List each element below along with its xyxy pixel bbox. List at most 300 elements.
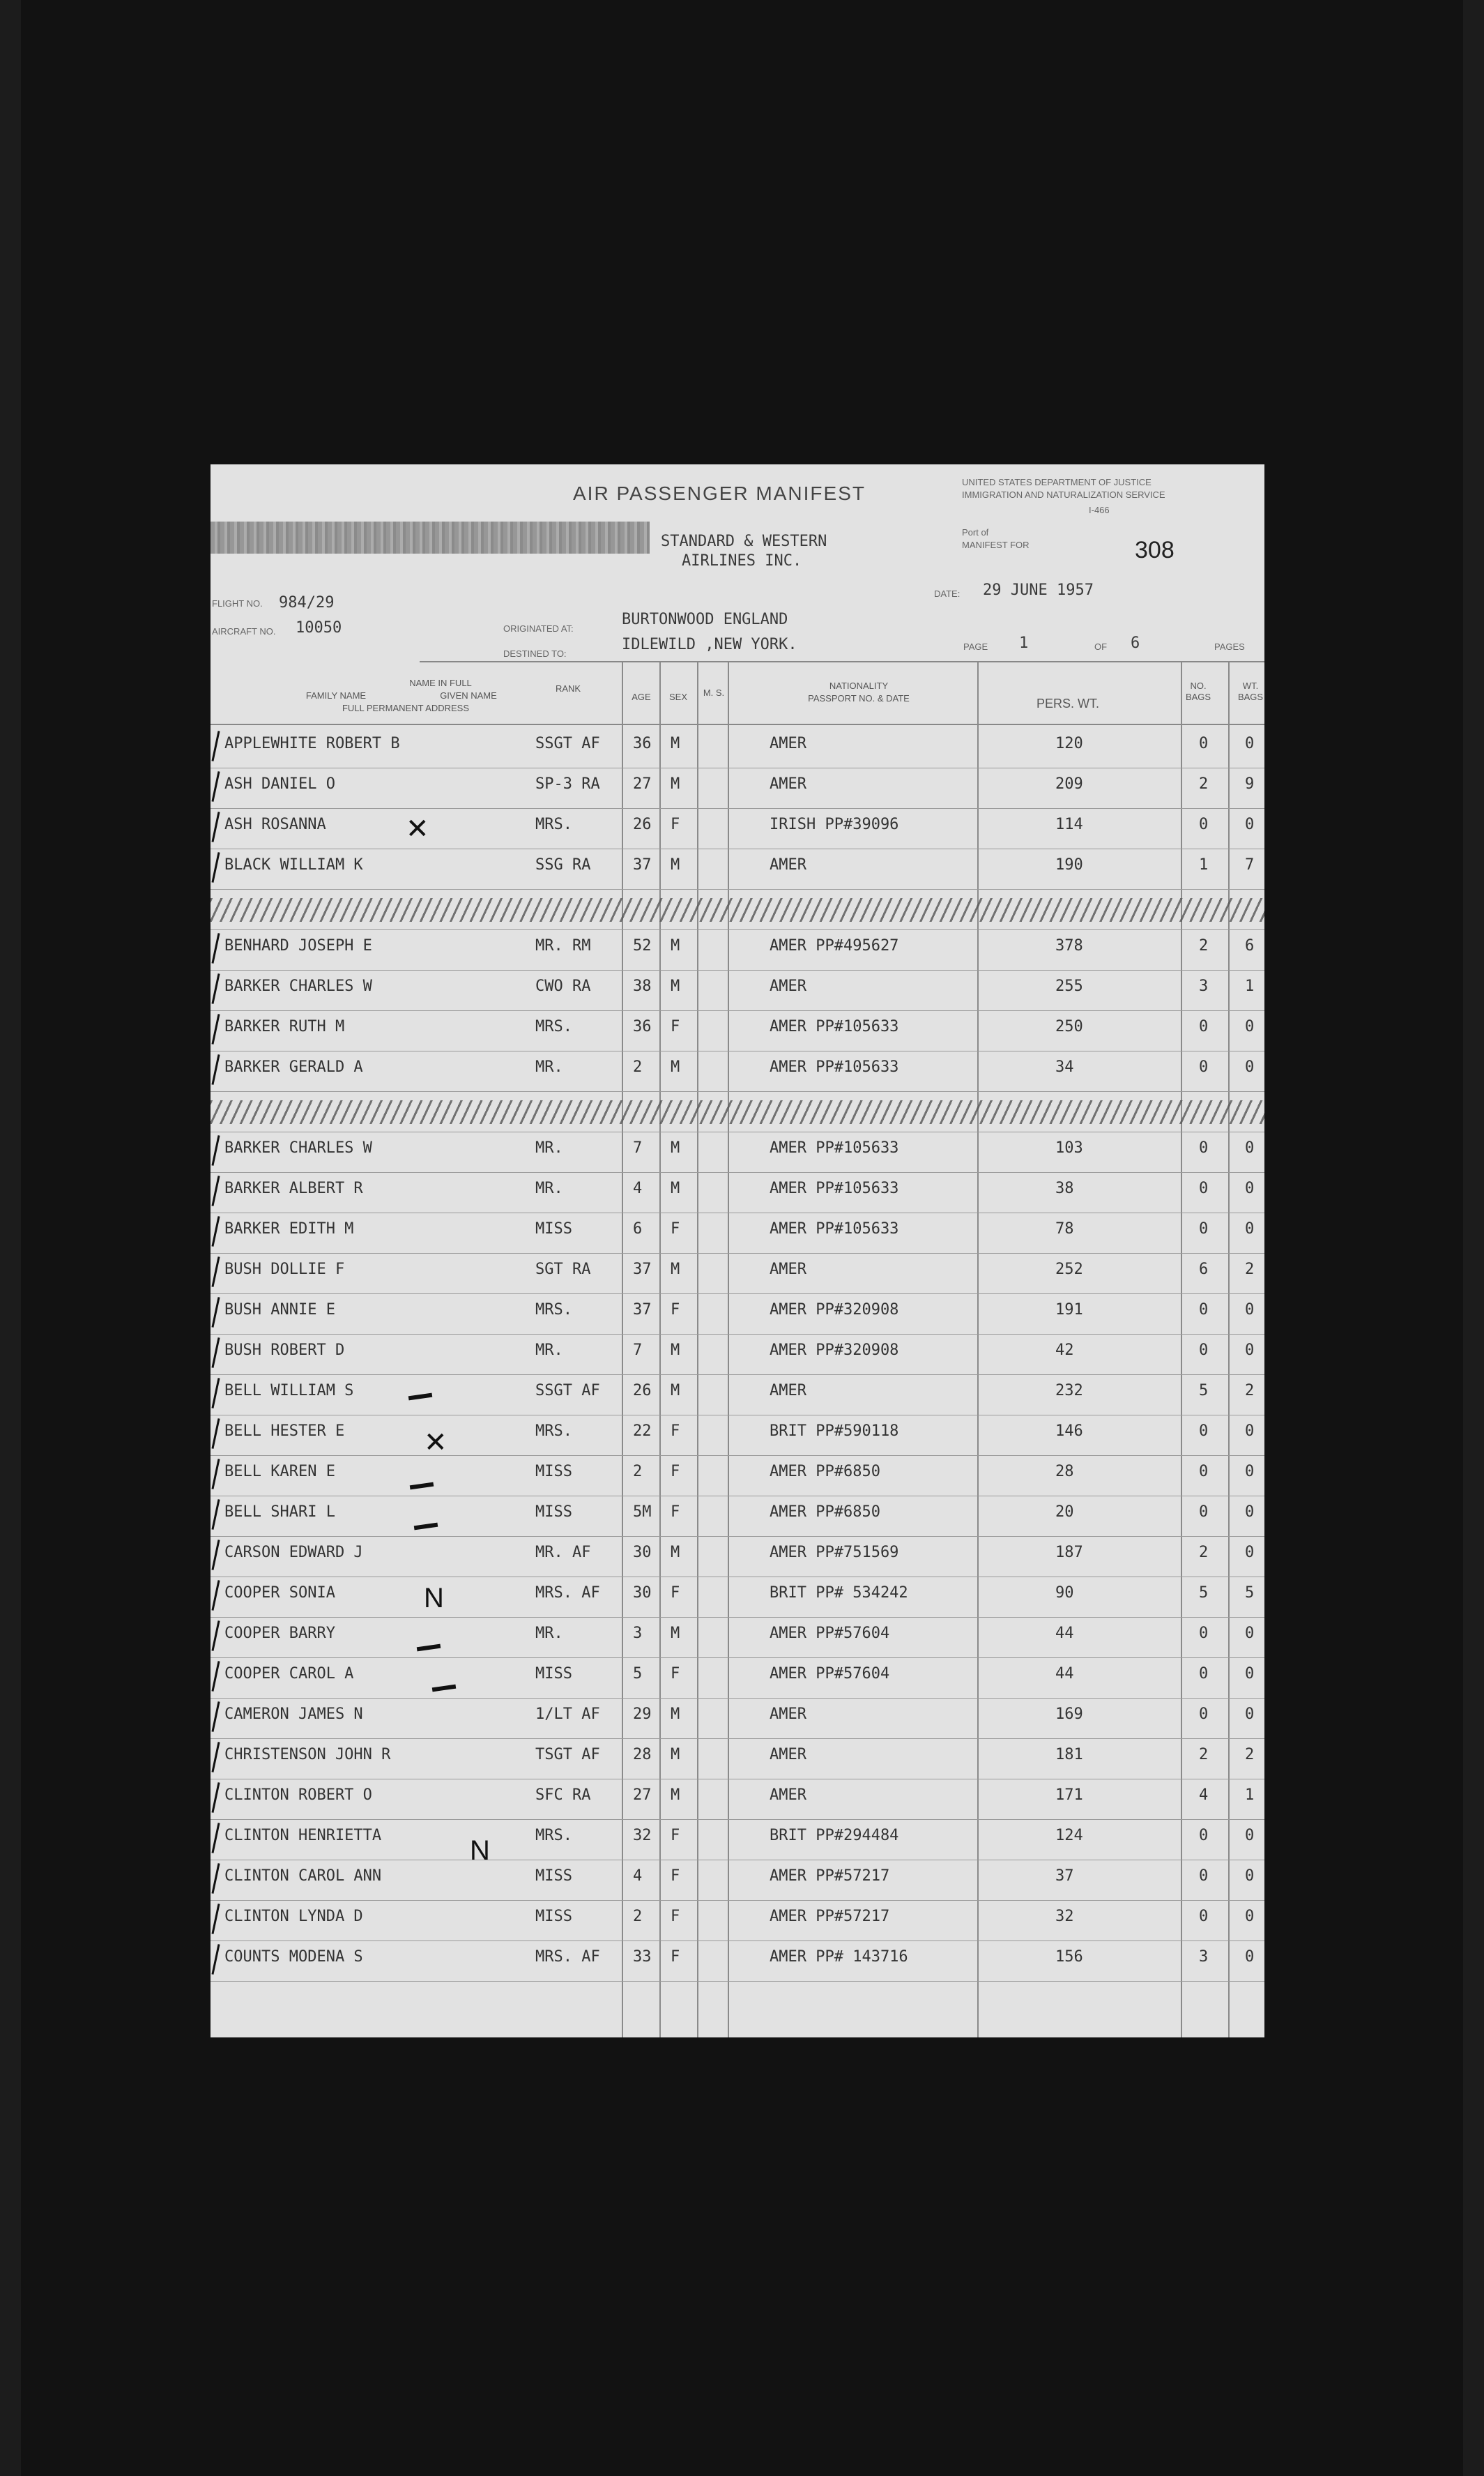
cell-sex: M xyxy=(671,1625,680,1642)
cell-age: 38 xyxy=(633,978,652,995)
cell-bags: 0 xyxy=(1199,1827,1209,1844)
cell-sex: M xyxy=(671,1786,680,1804)
cell-bags: 6 xyxy=(1199,1261,1209,1278)
cell-age: 4 xyxy=(633,1867,643,1885)
cell-name: ASH ROSANNA xyxy=(224,816,326,833)
cell-rank: MRS. xyxy=(535,816,572,833)
cell-nat: AMER xyxy=(770,775,806,793)
cell-sex: F xyxy=(671,1018,680,1035)
cell-nat: AMER xyxy=(770,1706,806,1723)
cell-name: CARSON EDWARD J xyxy=(224,1544,363,1561)
cell-bags: 0 xyxy=(1199,1625,1209,1642)
flight-value: 984/29 xyxy=(279,594,335,612)
cell-rank: MRS. AF xyxy=(535,1948,600,1966)
of-label: OF xyxy=(1094,641,1108,652)
cell-wt: 171 xyxy=(1055,1786,1083,1804)
cell-rank: MRS. xyxy=(535,1827,572,1844)
table-row xyxy=(211,1294,1264,1335)
cell-sex: F xyxy=(671,1220,680,1238)
cell-name: BELL HESTER E xyxy=(224,1422,345,1440)
cell-age: 27 xyxy=(633,1786,652,1804)
cell-age: 32 xyxy=(633,1827,652,1844)
cell-bwt: 0 xyxy=(1245,1422,1255,1440)
cell-name: ASH DANIEL O xyxy=(224,775,335,793)
table-row xyxy=(211,1860,1264,1901)
cell-name: CHRISTENSON JOHN R xyxy=(224,1746,391,1763)
cell-nat: AMER PP#320908 xyxy=(770,1301,899,1319)
cell-nat: AMER PP#105633 xyxy=(770,1018,899,1035)
cell-name: CLINTON CAROL ANN xyxy=(224,1867,382,1885)
cell-sex: F xyxy=(671,1867,680,1885)
cell-age: 7 xyxy=(633,1342,643,1359)
cell-wt: 255 xyxy=(1055,978,1083,995)
cell-nat: AMER xyxy=(770,1382,806,1399)
cell-bwt: 0 xyxy=(1245,1342,1255,1359)
cell-name: APPLEWHITE ROBERT B xyxy=(224,735,400,752)
cell-age: 26 xyxy=(633,816,652,833)
cell-rank: MRS. xyxy=(535,1018,572,1035)
check-tick-mark xyxy=(211,1782,220,1813)
cell-bags: 0 xyxy=(1199,1422,1209,1440)
cell-wt: 190 xyxy=(1055,856,1083,874)
cell-sex: F xyxy=(671,1827,680,1844)
cell-wt: 232 xyxy=(1055,1382,1083,1399)
cell-bwt: 0 xyxy=(1245,1139,1255,1157)
carrier-line1: STANDARD & WESTERN xyxy=(661,533,827,550)
cell-bwt: 0 xyxy=(1245,1867,1255,1885)
page-value: 1 xyxy=(1019,635,1029,652)
col-wt-bags-2: BAGS xyxy=(1237,692,1264,702)
cell-age: 2 xyxy=(633,1908,643,1925)
col-sex: SEX xyxy=(668,692,687,702)
cell-bags: 0 xyxy=(1199,1908,1209,1925)
carrier-line2: AIRLINES INC. xyxy=(682,552,802,570)
cell-wt: 78 xyxy=(1055,1220,1074,1238)
cell-wt: 20 xyxy=(1055,1503,1074,1521)
cell-bags: 0 xyxy=(1199,1220,1209,1238)
cell-nat: AMER PP#57217 xyxy=(770,1908,890,1925)
check-tick-mark xyxy=(211,1944,220,1975)
check-tick-mark xyxy=(211,1054,220,1085)
cell-bags: 2 xyxy=(1199,1544,1209,1561)
cell-wt: 209 xyxy=(1055,775,1083,793)
cell-age: 3 xyxy=(633,1625,643,1642)
cell-sex: M xyxy=(671,1382,680,1399)
table-row xyxy=(211,1699,1264,1739)
cell-wt: 42 xyxy=(1055,1342,1074,1359)
cell-bags: 3 xyxy=(1199,1948,1209,1966)
cell-sex: M xyxy=(671,775,680,793)
cell-wt: 156 xyxy=(1055,1948,1083,1966)
cell-rank: MR. xyxy=(535,1139,563,1157)
col-name-line1: NAME IN FULL xyxy=(409,678,472,688)
table-row xyxy=(211,1254,1264,1294)
cell-bags: 2 xyxy=(1199,1746,1209,1763)
cell-wt: 252 xyxy=(1055,1261,1083,1278)
cell-age: 37 xyxy=(633,856,652,874)
table-row xyxy=(211,1739,1264,1779)
col-age: AGE xyxy=(632,692,651,702)
cell-name: BARKER GERALD A xyxy=(224,1058,363,1076)
cell-nat: AMER PP#105633 xyxy=(770,1058,899,1076)
cell-rank: MRS. AF xyxy=(535,1584,600,1602)
cell-bwt: 0 xyxy=(1245,1908,1255,1925)
redacted-carrier-stamp xyxy=(211,522,650,554)
cell-age: 5 xyxy=(633,1665,643,1683)
cell-sex: M xyxy=(671,978,680,995)
cell-name: COOPER CAROL A xyxy=(224,1665,354,1683)
check-tick-mark xyxy=(211,1378,220,1408)
row-rule xyxy=(211,1981,1264,1982)
cell-nat: AMER PP#6850 xyxy=(770,1463,880,1480)
col-no-bags-2: BAGS xyxy=(1185,692,1211,702)
table-row xyxy=(211,1577,1264,1618)
film-edge-left xyxy=(0,0,21,2476)
cell-name: CLINTON LYNDA D xyxy=(224,1908,363,1925)
cell-rank: MISS xyxy=(535,1503,572,1521)
cell-bwt: 2 xyxy=(1245,1261,1255,1278)
cell-age: 2 xyxy=(633,1463,643,1480)
cell-age: 30 xyxy=(633,1544,652,1561)
cell-rank: SGT RA xyxy=(535,1261,591,1278)
col-name-address: FULL PERMANENT ADDRESS xyxy=(342,703,470,713)
cell-bwt: 0 xyxy=(1245,1948,1255,1966)
cell-nat: AMER PP#57604 xyxy=(770,1665,890,1683)
cell-nat: AMER PP#57217 xyxy=(770,1867,890,1885)
page-stamp-number: 308 xyxy=(1135,537,1175,563)
cell-rank: MR. xyxy=(535,1342,563,1359)
cell-age: 26 xyxy=(633,1382,652,1399)
cell-age: 7 xyxy=(633,1139,643,1157)
table-row xyxy=(211,728,1264,768)
date-label: DATE: xyxy=(934,588,961,599)
check-tick-mark xyxy=(211,1823,220,1853)
cell-age: 28 xyxy=(633,1746,652,1763)
cell-rank: SSG RA xyxy=(535,856,591,874)
check-tick-mark xyxy=(211,1418,220,1449)
cell-bags: 0 xyxy=(1199,1867,1209,1885)
cell-sex: M xyxy=(671,1261,680,1278)
cell-wt: 37 xyxy=(1055,1867,1074,1885)
cell-age: 22 xyxy=(633,1422,652,1440)
table-row xyxy=(211,1820,1264,1860)
table-row xyxy=(211,971,1264,1011)
cell-sex: F xyxy=(671,1665,680,1683)
destined-value: IDLEWILD ,NEW YORK. xyxy=(622,636,797,653)
cell-wt: 120 xyxy=(1055,735,1083,752)
cell-name: COUNTS MODENA S xyxy=(224,1948,363,1966)
cell-bags: 0 xyxy=(1199,1058,1209,1076)
cell-bags: 0 xyxy=(1199,735,1209,752)
check-tick-mark xyxy=(211,1701,220,1732)
cell-age: 52 xyxy=(633,937,652,955)
table-row xyxy=(211,1375,1264,1415)
cell-age: 6 xyxy=(633,1220,643,1238)
col-nationality-2: PASSPORT NO. & DATE xyxy=(808,693,910,704)
check-tick-mark xyxy=(211,1297,220,1328)
table-row xyxy=(211,1537,1264,1577)
cell-wt: 181 xyxy=(1055,1746,1083,1763)
cell-sex: F xyxy=(671,1908,680,1925)
handwritten-x-mark: ✕ xyxy=(406,814,429,844)
cancelled-row xyxy=(211,890,1264,930)
cell-rank: MR. AF xyxy=(535,1544,591,1561)
table-row xyxy=(211,1335,1264,1375)
check-tick-mark xyxy=(211,1014,220,1045)
table-row xyxy=(211,849,1264,890)
cell-name: COOPER BARRY xyxy=(224,1625,335,1642)
cell-bwt: 0 xyxy=(1245,1544,1255,1561)
cell-name: BARKER ALBERT R xyxy=(224,1180,363,1197)
cell-name: CAMERON JAMES N xyxy=(224,1706,363,1723)
col-wt-bags-1: WT. xyxy=(1242,681,1259,691)
cell-wt: 378 xyxy=(1055,937,1083,955)
check-tick-mark xyxy=(211,852,220,883)
table-row xyxy=(211,809,1264,849)
cell-name: BELL WILLIAM S xyxy=(224,1382,354,1399)
cell-rank: TSGT AF xyxy=(535,1746,600,1763)
table-row xyxy=(211,1779,1264,1820)
cell-rank: MISS xyxy=(535,1220,572,1238)
cell-nat: AMER PP#57604 xyxy=(770,1625,890,1642)
cell-name: COOPER SONIA xyxy=(224,1584,335,1602)
col-nationality-1: NATIONALITY xyxy=(829,681,889,691)
cell-name: BUSH DOLLIE F xyxy=(224,1261,345,1278)
cell-age: 37 xyxy=(633,1261,652,1278)
cell-bags: 0 xyxy=(1199,1463,1209,1480)
cell-name: CLINTON ROBERT O xyxy=(224,1786,372,1804)
cell-bags: 0 xyxy=(1199,1665,1209,1683)
cell-name: BELL SHARI L xyxy=(224,1503,335,1521)
cell-age: 30 xyxy=(633,1584,652,1602)
cell-nat: AMER PP#105633 xyxy=(770,1180,899,1197)
cell-bwt: 0 xyxy=(1245,1625,1255,1642)
cell-nat: IRISH PP#39096 xyxy=(770,816,899,833)
check-tick-mark xyxy=(211,933,220,964)
cell-bags: 0 xyxy=(1199,816,1209,833)
table-row xyxy=(211,1618,1264,1658)
handwritten-n-mark: N xyxy=(424,1583,444,1613)
cell-nat: AMER xyxy=(770,1786,806,1804)
cell-bwt: 0 xyxy=(1245,1665,1255,1683)
cell-rank: SSGT AF xyxy=(535,1382,600,1399)
cell-nat: AMER xyxy=(770,856,806,874)
cell-wt: 146 xyxy=(1055,1422,1083,1440)
cell-name: BLACK WILLIAM K xyxy=(224,856,363,874)
cell-age: 29 xyxy=(633,1706,652,1723)
cell-nat: AMER PP#495627 xyxy=(770,937,899,955)
cell-bags: 1 xyxy=(1199,856,1209,874)
cell-rank: MISS xyxy=(535,1908,572,1925)
cell-bags: 5 xyxy=(1199,1584,1209,1602)
table-row xyxy=(211,930,1264,971)
table-row xyxy=(211,1132,1264,1173)
cell-wt: 44 xyxy=(1055,1625,1074,1642)
cell-sex: F xyxy=(671,1463,680,1480)
cell-nat: AMER PP#105633 xyxy=(770,1139,899,1157)
originated-value: BURTONWOOD ENGLAND xyxy=(622,611,788,628)
cell-bwt: 1 xyxy=(1245,1786,1255,1804)
header-rule-top xyxy=(420,661,1264,662)
col-name-family: FAMILY NAME xyxy=(305,690,367,701)
cell-bwt: 0 xyxy=(1245,1706,1255,1723)
cell-rank: SSGT AF xyxy=(535,735,600,752)
check-tick-mark xyxy=(211,1904,220,1934)
cell-name: BARKER CHARLES W xyxy=(224,1139,372,1157)
col-name-given: GIVEN NAME xyxy=(440,690,497,701)
cell-age: 27 xyxy=(633,775,652,793)
cell-nat: AMER xyxy=(770,1746,806,1763)
cell-wt: 28 xyxy=(1055,1463,1074,1480)
cell-bwt: 0 xyxy=(1245,1827,1255,1844)
aircraft-label: AIRCRAFT NO. xyxy=(212,626,276,637)
cell-wt: 38 xyxy=(1055,1180,1074,1197)
cell-nat: AMER PP#751569 xyxy=(770,1544,899,1561)
dept-line-1: UNITED STATES DEPARTMENT OF JUSTICE xyxy=(962,477,1152,487)
table-row xyxy=(211,1173,1264,1213)
cell-nat: BRIT PP#590118 xyxy=(770,1422,899,1440)
check-tick-mark xyxy=(211,1499,220,1530)
cell-nat: AMER PP#6850 xyxy=(770,1503,880,1521)
cell-rank: MRS. xyxy=(535,1422,572,1440)
check-tick-mark xyxy=(211,1176,220,1206)
cell-bwt: 1 xyxy=(1245,978,1255,995)
cell-bwt: 2 xyxy=(1245,1382,1255,1399)
handwritten-x-mark: ✕ xyxy=(424,1427,448,1458)
col-rank: RANK xyxy=(555,683,581,694)
date-value: 29 JUNE 1957 xyxy=(983,582,1094,599)
cell-sex: M xyxy=(671,1139,680,1157)
cell-sex: M xyxy=(671,1342,680,1359)
cell-sex: M xyxy=(671,1180,680,1197)
cell-rank: MR. xyxy=(535,1180,563,1197)
check-tick-mark xyxy=(211,1135,220,1166)
film-edge-right xyxy=(1463,0,1484,2476)
cell-name: BUSH ANNIE E xyxy=(224,1301,335,1319)
form-title: AIR PASSENGER MANIFEST xyxy=(573,483,866,504)
cell-nat: AMER PP#105633 xyxy=(770,1220,899,1238)
col-pers-wt: PERS. WT. xyxy=(1036,697,1099,711)
cell-nat: AMER xyxy=(770,1261,806,1278)
cell-bwt: 0 xyxy=(1245,1220,1255,1238)
cell-wt: 90 xyxy=(1055,1584,1074,1602)
cell-age: 2 xyxy=(633,1058,643,1076)
col-ms: M. S. xyxy=(703,688,725,698)
cell-nat: BRIT PP# 534242 xyxy=(770,1584,908,1602)
cell-bags: 0 xyxy=(1199,1018,1209,1035)
cell-sex: F xyxy=(671,816,680,833)
cell-bags: 2 xyxy=(1199,937,1209,955)
cell-name: CLINTON HENRIETTA xyxy=(224,1827,382,1844)
originated-label: ORIGINATED AT: xyxy=(503,623,574,634)
table-row xyxy=(211,1941,1264,1982)
cell-rank: CWO RA xyxy=(535,978,591,995)
check-tick-mark xyxy=(211,1620,220,1651)
cell-bwt: 0 xyxy=(1245,1301,1255,1319)
check-tick-mark xyxy=(211,1580,220,1611)
handwritten-n-mark: N xyxy=(470,1835,490,1866)
cell-bwt: 2 xyxy=(1245,1746,1255,1763)
check-tick-mark xyxy=(211,1540,220,1570)
cell-rank: MISS xyxy=(535,1463,572,1480)
cell-bags: 0 xyxy=(1199,1139,1209,1157)
form-number: I-466 xyxy=(1089,505,1110,515)
check-tick-mark xyxy=(211,812,220,842)
cell-wt: 187 xyxy=(1055,1544,1083,1561)
cell-bags: 2 xyxy=(1199,775,1209,793)
flight-label: FLIGHT NO. xyxy=(212,598,263,609)
cell-age: 36 xyxy=(633,735,652,752)
cell-bags: 0 xyxy=(1199,1180,1209,1197)
table-row xyxy=(211,1213,1264,1254)
page-label: PAGE xyxy=(963,641,988,652)
cell-bags: 0 xyxy=(1199,1342,1209,1359)
cell-age: 37 xyxy=(633,1301,652,1319)
cell-bwt: 0 xyxy=(1245,1058,1255,1076)
cell-rank: 1/LT AF xyxy=(535,1706,600,1723)
cell-nat: AMER xyxy=(770,978,806,995)
cell-wt: 32 xyxy=(1055,1908,1074,1925)
cell-nat: BRIT PP#294484 xyxy=(770,1827,899,1844)
cell-wt: 114 xyxy=(1055,816,1083,833)
cell-bwt: 6 xyxy=(1245,937,1255,955)
cell-name: BARKER RUTH M xyxy=(224,1018,345,1035)
aircraft-value: 10050 xyxy=(296,619,342,637)
cell-bwt: 0 xyxy=(1245,816,1255,833)
col-no-bags-1: NO. xyxy=(1190,681,1207,691)
cell-name: BARKER CHARLES W xyxy=(224,978,372,995)
cell-name: BENHARD JOSEPH E xyxy=(224,937,372,955)
cell-bwt: 0 xyxy=(1245,1018,1255,1035)
check-tick-mark xyxy=(211,1337,220,1368)
table-row xyxy=(211,1011,1264,1051)
strike-hatch xyxy=(211,898,1264,922)
cell-nat: AMER PP#320908 xyxy=(770,1342,899,1359)
cell-bags: 0 xyxy=(1199,1503,1209,1521)
table-row xyxy=(211,1901,1264,1941)
cell-nat: AMER PP# 143716 xyxy=(770,1948,908,1966)
cell-bwt: 0 xyxy=(1245,1503,1255,1521)
manifest-for-line1: Port of xyxy=(962,527,989,538)
cell-age: 33 xyxy=(633,1948,652,1966)
cell-sex: F xyxy=(671,1584,680,1602)
cell-rank: MRS. xyxy=(535,1301,572,1319)
cell-bwt: 5 xyxy=(1245,1584,1255,1602)
cell-age: 5M xyxy=(633,1503,652,1521)
cell-rank: MR. RM xyxy=(535,937,591,955)
cell-wt: 124 xyxy=(1055,1827,1083,1844)
cell-bags: 0 xyxy=(1199,1706,1209,1723)
cell-sex: F xyxy=(671,1503,680,1521)
cell-sex: F xyxy=(671,1301,680,1319)
cell-sex: F xyxy=(671,1948,680,1966)
cell-wt: 250 xyxy=(1055,1018,1083,1035)
cell-bwt: 0 xyxy=(1245,735,1255,752)
cell-bags: 5 xyxy=(1199,1382,1209,1399)
check-tick-mark xyxy=(211,973,220,1004)
cell-name: BARKER EDITH M xyxy=(224,1220,354,1238)
cell-age: 4 xyxy=(633,1180,643,1197)
table-row xyxy=(211,1051,1264,1092)
cell-rank: MISS xyxy=(535,1867,572,1885)
cell-bwt: 9 xyxy=(1245,775,1255,793)
cell-sex: M xyxy=(671,937,680,955)
cell-sex: F xyxy=(671,1422,680,1440)
manifest-sheet xyxy=(211,464,1264,2037)
cell-bags: 3 xyxy=(1199,978,1209,995)
strike-hatch xyxy=(211,1100,1264,1124)
cell-wt: 34 xyxy=(1055,1058,1074,1076)
